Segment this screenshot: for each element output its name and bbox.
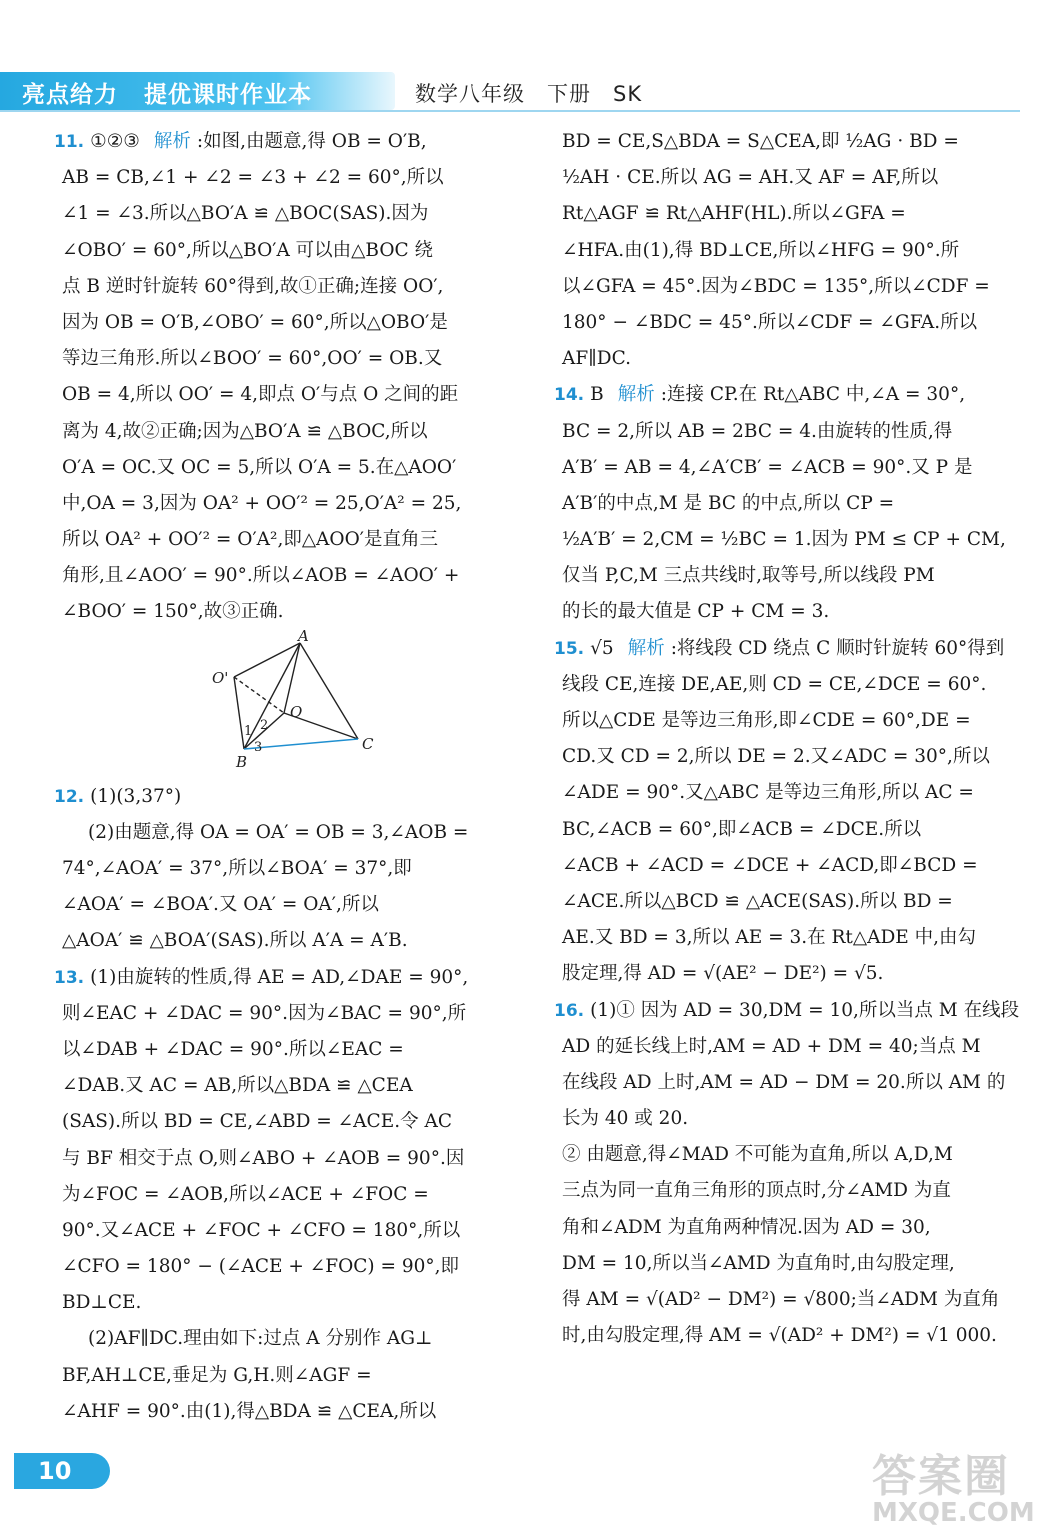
text-line <box>62 341 520 377</box>
text-line <box>554 377 1022 413</box>
line-text: ∠ADE = 90°.又△ABC 是等边三角形,所以 AC = <box>562 782 974 804</box>
line-text: ② 由题意,得∠MAD 不可能为直角,所以 A,D,M <box>562 1144 953 1166</box>
answer-choice: B <box>590 384 604 406</box>
line-text: BC = 2,所以 AB = 2BC = 4.由旋转的性质,得 <box>562 420 953 442</box>
text-line <box>562 522 1022 558</box>
subject-info <box>415 78 664 108</box>
question-number: 14. <box>554 385 585 406</box>
text-line <box>562 1101 1022 1137</box>
text-line <box>62 1213 520 1249</box>
text-line <box>62 1068 520 1104</box>
text-line <box>562 1137 1022 1173</box>
line-text: BC,∠ACB = 60°,即∠ACB = ∠DCE.所以 <box>562 818 922 840</box>
text-line <box>562 558 1022 594</box>
text-line <box>62 1285 520 1321</box>
text-line <box>562 450 1022 486</box>
text-line <box>62 1104 520 1140</box>
line-text: O′A = OC.又 OC = 5,所以 O′A = 5.在△AOO′ <box>62 456 457 478</box>
line-text: 的长的最大值是 CP + CM = 3. <box>562 601 830 623</box>
line-text: 因为 OB = O′B,∠OBO′ = 60°,所以△OBO′是 <box>62 311 448 333</box>
line-text: ∠1 = ∠3.所以△BO′A ≌ △BOC(SAS).因为 <box>62 203 429 225</box>
line-text: (2)AF∥DC.理由如下:过点 A 分别作 AG⊥ <box>88 1328 433 1350</box>
segment-oprime-a <box>234 643 300 677</box>
text-line <box>62 1321 520 1357</box>
text-line <box>562 1246 1022 1282</box>
analysis-label: 解析 <box>617 384 655 406</box>
line-text: ∠ACB + ∠ACD = ∠DCE + ∠ACD,即∠BCD = <box>562 854 978 876</box>
text-line <box>62 450 520 486</box>
line-text: A′B′的中点,M 是 BC 的中点,所以 CP = <box>562 492 895 514</box>
line-text: 角和∠ADM 为直角两种情况.因为 AD = 30, <box>562 1216 931 1238</box>
text-line <box>62 594 520 630</box>
line-text: 所以△CDE 是等边三角形,即∠CDE = 60°,DE = <box>562 710 971 731</box>
figure-label: 3 <box>254 739 263 755</box>
line-text: 在线段 AD 上时,AM = AD − DM = 20.所以 AM 的 <box>562 1071 1006 1093</box>
text-line <box>562 341 1022 377</box>
line-text: 时,由勾股定理,得 AM = √(AD² + DM²) = √1 000. <box>562 1325 997 1347</box>
line-text: 74°,∠AOA′ = 37°,所以∠BOA′ = 37°,即 <box>62 858 412 879</box>
line-text: CD.又 CD = 2,所以 DE = 2.又∠ADC = 30°,所以 <box>562 746 990 768</box>
line-text: 以∠GFA = 45°.因为∠BDC = 135°,所以∠CDF = <box>562 275 990 297</box>
text-line <box>62 887 520 923</box>
line-text: :将线段 CD 绕点 C 顺时针旋转 60°得到 <box>670 637 1005 659</box>
line-text: 则∠EAC + ∠DAC = 90°.因为∠BAC = 90°,所 <box>62 1002 467 1024</box>
answer-choice: √5 <box>590 637 614 659</box>
line-text: AF∥DC. <box>562 348 631 370</box>
line-text: DM = 10,所以当∠AMD 为直角时,由勾股定理, <box>562 1252 955 1274</box>
text-line <box>62 1141 520 1177</box>
text-line <box>62 1358 520 1394</box>
text-line <box>62 196 520 232</box>
line-text: (1)由旋转的性质,得 AE = AD,∠DAE = 90°, <box>90 966 469 988</box>
question-number: 16. <box>554 1000 585 1021</box>
line-text: :连接 CP.在 Rt△ABC 中,∠A = 30°, <box>660 384 966 406</box>
text-line <box>562 269 1022 305</box>
geometry-figure <box>62 626 520 779</box>
question-number: 13. <box>54 967 85 988</box>
text-line <box>562 414 1022 450</box>
line-text: 角形,且∠AOO′ = 90°.所以∠AOB = ∠AOO′ + <box>62 565 460 587</box>
text-line <box>562 703 1022 739</box>
line-text: ∠ACE.所以△BCD ≌ △ACE(SAS).所以 BD = <box>562 890 953 912</box>
text-line <box>62 923 520 959</box>
segment-a-b <box>244 643 303 749</box>
line-text: 点 B 逆时针旋转 60°得到,故①正确;连接 OO′, <box>62 275 444 297</box>
text-line <box>562 775 1022 811</box>
text-line <box>62 486 520 522</box>
text-line <box>62 522 520 558</box>
text-line <box>62 558 520 594</box>
figure-label: A <box>298 626 309 645</box>
text-line <box>554 631 1022 667</box>
line-text: 得 AM = √(AD² − DM²) = √800;当∠ADM 为直角 <box>562 1289 1000 1310</box>
text-line <box>562 956 1022 992</box>
line-text: 以∠DAB + ∠DAC = 90°.所以∠EAC = <box>62 1038 404 1060</box>
line-text: BF,AH⊥CE,垂足为 G,H.则∠AGF = <box>62 1364 372 1386</box>
text-line <box>62 269 520 305</box>
text-line <box>54 124 520 160</box>
question-number: 12. <box>54 786 85 807</box>
text-line <box>62 1394 520 1430</box>
right-column <box>554 124 1022 1354</box>
page-number-tab <box>14 1453 110 1489</box>
line-text: (1)① 因为 AD = 30,DM = 10,所以当点 M 在线段 <box>590 999 1020 1021</box>
line-text: ½AH · CE.所以 AG = AH.又 AF = AF,所以 <box>562 167 939 189</box>
figure-label: 1 <box>244 723 253 739</box>
line-text: 所以 OA² + OO′² = O′A²,即△AOO′是直角三 <box>62 529 438 551</box>
text-line <box>62 1249 520 1285</box>
page-number: 10 <box>38 1457 72 1485</box>
line-text: 三点为同一直角三角形的顶点时,分∠AMD 为直 <box>562 1180 951 1202</box>
book-title: 提优课时作业本 <box>144 82 312 108</box>
line-text: 中,OA = 3,因为 OA² + OO′² = 25,O′A² = 25, <box>62 492 462 514</box>
line-text: 90°.又∠ACE + ∠FOC + ∠CFO = 180°,所以 <box>62 1219 461 1241</box>
text-line <box>562 196 1022 232</box>
text-line <box>562 812 1022 848</box>
line-text: 为∠FOC = ∠AOB,所以∠ACE + ∠FOC = <box>62 1183 429 1205</box>
text-line <box>562 1173 1022 1209</box>
line-text: :如图,由题意,得 OB = O′B, <box>196 131 427 152</box>
text-line <box>562 486 1022 522</box>
brand-title <box>22 76 312 109</box>
line-text: ∠HFA.由(1),得 BD⊥CE,所以∠HFG = 90°.所 <box>562 239 960 261</box>
text-line <box>562 884 1022 920</box>
segment-a-c <box>300 643 358 739</box>
segment-oprime-o <box>234 677 284 713</box>
text-line <box>62 1032 520 1068</box>
text-line <box>562 1282 1022 1318</box>
text-line <box>562 667 1022 703</box>
answer-choice: ①②③ <box>90 131 140 152</box>
line-text: 等边三角形.所以∠BOO′ = 60°,OO′ = OB.又 <box>62 348 443 370</box>
header-divider <box>0 110 1020 112</box>
figure-label: C <box>362 734 374 753</box>
line-text: BD⊥CE. <box>62 1292 142 1314</box>
figure-label: O' <box>212 668 229 687</box>
text-line <box>62 160 520 196</box>
text-line <box>562 1318 1022 1354</box>
figure-label: O <box>290 702 303 721</box>
line-text: ∠BOO′ = 150°,故③正确. <box>62 601 284 623</box>
edition: SK <box>613 82 643 106</box>
line-text: AB = CB,∠1 + ∠2 = ∠3 + ∠2 = 60°,所以 <box>62 167 444 189</box>
line-text: AE.又 BD = 3,所以 AE = 3.在 Rt△ADE 中,由勾 <box>562 927 977 949</box>
text-line <box>562 848 1022 884</box>
text-line <box>62 815 520 851</box>
text-line <box>62 996 520 1032</box>
text-line <box>554 993 1022 1029</box>
text-line <box>62 233 520 269</box>
text-line <box>62 851 520 887</box>
line-text: ∠AOA′ = ∠BOA′.又 OA′ = OA′,所以 <box>62 894 379 916</box>
text-line <box>562 124 1022 160</box>
text-line <box>562 594 1022 630</box>
text-line <box>62 377 520 413</box>
text-line <box>562 233 1022 269</box>
analysis-label: 解析 <box>153 131 191 152</box>
line-text: 与 BF 相交于点 O,则∠ABO + ∠AOB = 90°.因 <box>62 1147 465 1169</box>
line-text: (1)(3,37°) <box>90 785 182 807</box>
line-text: A′B′ = AB = 4,∠A′CB′ = ∠ACB = 90°.又 P 是 <box>562 456 973 478</box>
left-column <box>54 124 520 1430</box>
text-line <box>562 1029 1022 1065</box>
line-text: ∠DAB.又 AC = AB,所以△BDA ≌ △CEA <box>62 1075 413 1097</box>
line-text: 仅当 P,C,M 三点共线时,取等号,所以线段 PM <box>562 565 935 587</box>
figure-label: 2 <box>260 717 269 733</box>
line-text: 股定理,得 AD = √(AE² − DE²) = √5. <box>562 963 884 985</box>
text-line <box>62 1177 520 1213</box>
line-text: Rt△AGF ≌ Rt△AHF(HL).所以∠GFA = <box>562 203 906 225</box>
line-text: ½A′B′ = 2,CM = ½BC = 1.因为 PM ≤ CP + CM, <box>562 529 1006 551</box>
subject-grade: 数学八年级 <box>415 82 525 106</box>
line-text: (SAS).所以 BD = CE,∠ABD = ∠ACE.令 AC <box>62 1111 452 1133</box>
question-number: 11. <box>54 132 85 152</box>
watermark-logo: 答案圈 MXQE.COM <box>872 1451 1035 1528</box>
line-text: ∠OBO′ = 60°,所以△BO′A 可以由△BOC 绕 <box>62 239 434 261</box>
text-line <box>562 160 1022 196</box>
text-line <box>54 960 520 996</box>
text-line <box>562 1210 1022 1246</box>
line-text: (2)由题意,得 OA = OA′ = OB = 3,∠AOB = <box>88 821 469 843</box>
question-number: 15. <box>554 638 585 659</box>
brand-name: 亮点给力 <box>22 82 118 108</box>
text-line <box>562 739 1022 775</box>
line-text: △AOA′ ≌ △BOA′(SAS).所以 A′A = A′B. <box>62 930 408 952</box>
text-line <box>54 779 520 815</box>
text-line <box>562 1065 1022 1101</box>
text-line <box>62 414 520 450</box>
analysis-label: 解析 <box>627 637 665 659</box>
line-text: AD 的延长线上时,AM = AD + DM = 40;当点 M <box>562 1035 981 1057</box>
text-line <box>562 305 1022 341</box>
line-text: 长为 40 或 20. <box>562 1108 689 1130</box>
text-line <box>562 920 1022 956</box>
line-text: 离为 4,故②正确;因为△BO′A ≌ △BOC,所以 <box>62 420 428 442</box>
line-text: OB = 4,所以 OO′ = 4,即点 O′与点 O 之间的距 <box>62 384 459 406</box>
line-text: ∠CFO = 180° − (∠ACE + ∠FOC) = 90°,即 <box>62 1256 460 1278</box>
line-text: 180° − ∠BDC = 45°.所以∠CDF = ∠GFA.所以 <box>562 311 978 333</box>
line-text: 线段 CE,连接 DE,AE,则 CD = CE,∠DCE = 60°. <box>562 673 987 695</box>
volume: 下册 <box>547 82 591 106</box>
figure-label: B <box>236 752 248 771</box>
segment-oprime-b <box>234 677 244 749</box>
line-text: BD = CE,S△BDA = S△CEA,即 ½AG · BD = <box>562 131 959 152</box>
line-text: ∠AHF = 90°.由(1),得△BDA ≌ △CEA,所以 <box>62 1400 437 1422</box>
text-line <box>62 305 520 341</box>
